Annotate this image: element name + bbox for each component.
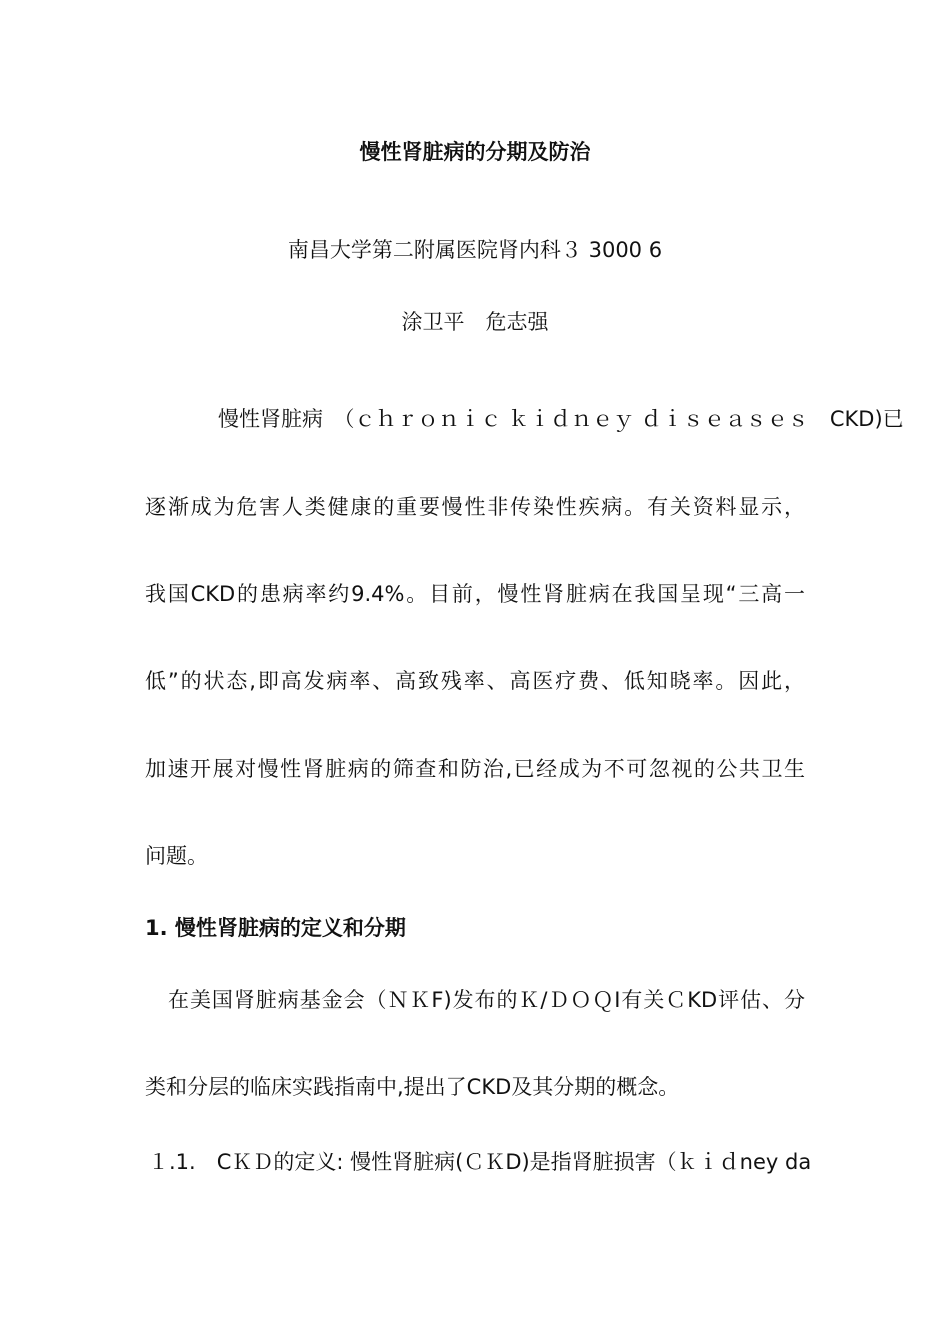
intro-line-5: 加速开展对慢性肾脏病的筛查和防治,已经成为不可忽视的公共卫生 <box>145 757 805 781</box>
author-affiliation: 南昌大学第二附属医院肾内科３ 3000 6 <box>287 238 663 262</box>
intro-line-4: 低”的状态,即高发病率、高致残率、高医疗费、低知晓率。因此， <box>145 669 805 693</box>
section-heading: 1. 慢性肾脏病的定义和分期 <box>145 916 406 940</box>
intro-line-3: 我国CKD的患病率约9.4%。目前，慢性肾脏病在我国呈现“三高一 <box>145 582 805 606</box>
section-line-2: 类和分层的临床实践指南中,提出了CKD及其分期的概念。 <box>145 1075 680 1099</box>
author-names: 涂卫平 危志强 <box>401 310 549 334</box>
document-title: 慢性肾脏病的分期及防治 <box>359 140 591 164</box>
section-line-1: 在美国肾脏病基金会（ＮＫF)发布的Ｋ/ＤＯＱI有关ＣKD评估、分 <box>168 988 805 1012</box>
intro-line-6: 问题。 <box>145 844 208 868</box>
intro-line-1: 慢性肾脏病 （ｃｈｒｏｎｉｃ ｋｉｄｎｅｙ ｄｉｓｅａｓｅｓ CKD)已 <box>218 407 904 431</box>
intro-line-2: 逐渐成为危害人类健康的重要慢性非传染性疾病。有关资料显示， <box>145 495 805 519</box>
subsection-heading: １.1. CＫＤ的定义: 慢性肾脏病(ＣＫD)是指肾脏损害（ｋｉｄney da <box>148 1150 812 1174</box>
